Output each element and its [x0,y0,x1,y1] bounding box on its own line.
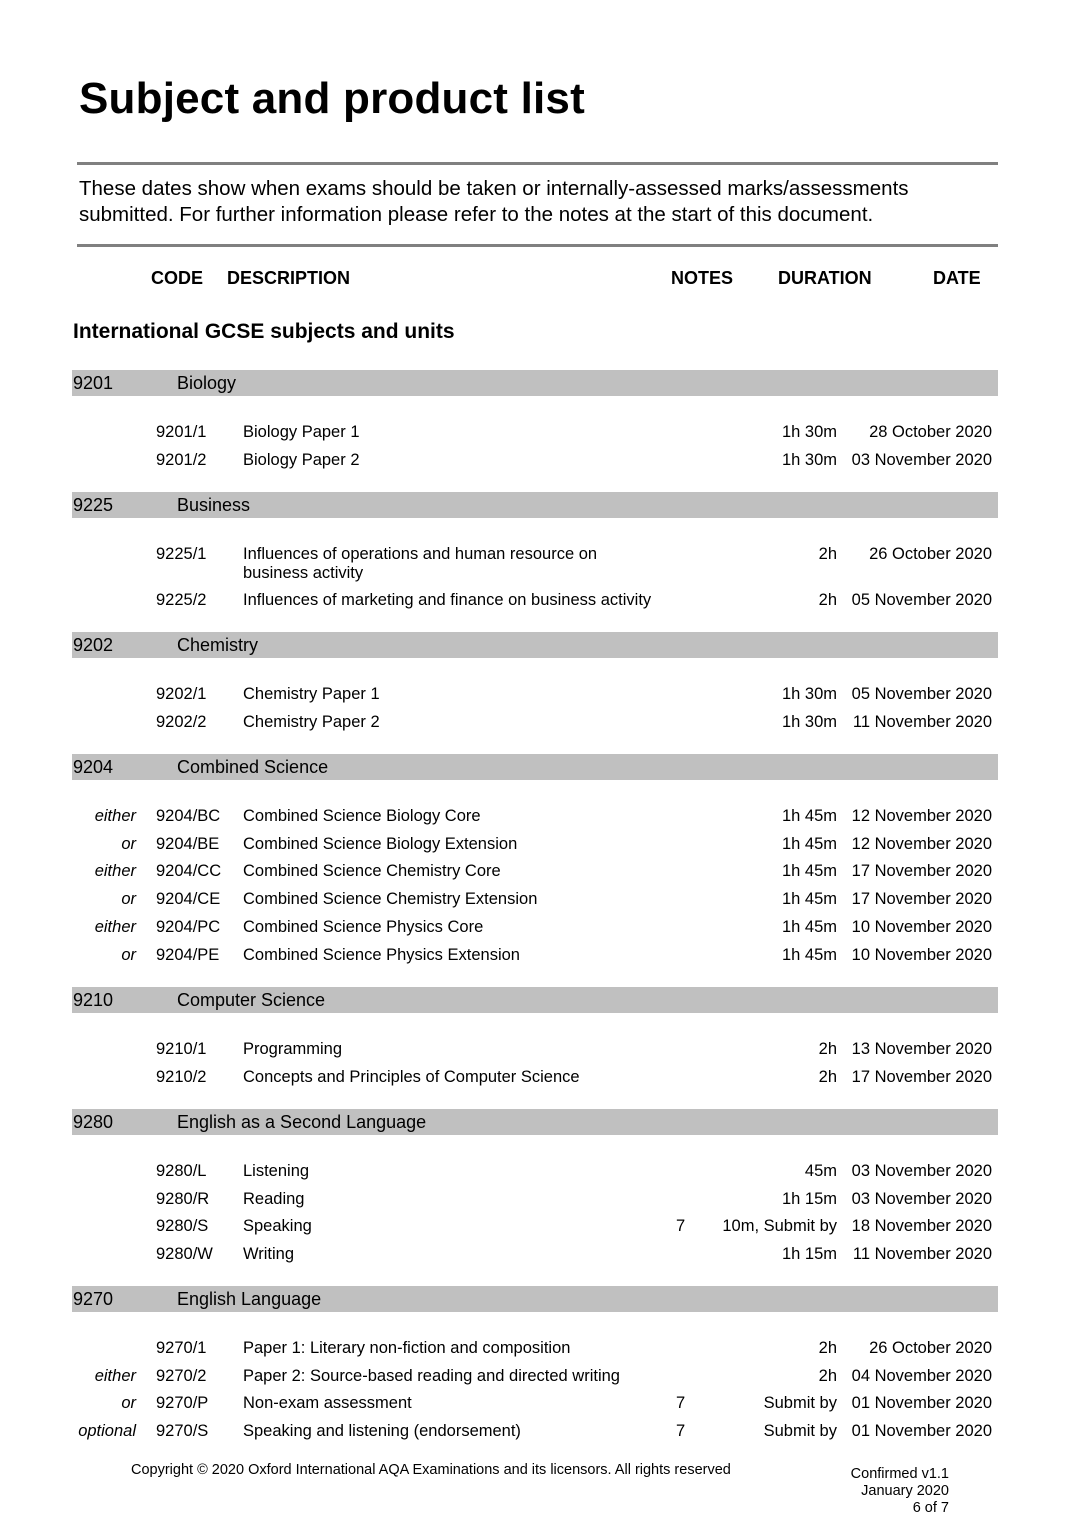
unit-duration: 1h 45m [781,862,837,880]
unit-description: Influences of marketing and finance on business activity [243,591,652,609]
unit-code: 9210/1 [156,1040,207,1058]
unit-date: 01 November 2020 [851,1422,992,1440]
subject-bar [72,754,998,780]
status-version: Confirmed v1.1 [850,1466,949,1482]
unit-description: Combined Science Physics Extension [243,946,520,964]
unit-code: 9280/S [156,1217,209,1235]
unit-duration: 1h 30m [781,451,837,469]
unit-duration: 45m [804,1162,837,1180]
unit-description: Writing [243,1245,295,1263]
unit-date: 10 November 2020 [851,918,992,936]
unit-option: either [94,918,136,936]
subject-name: Business [177,495,251,515]
unit-description: Combined Science Chemistry Extension [243,890,538,908]
unit-code: 9201/1 [156,423,207,441]
unit-date: 17 November 2020 [851,1068,992,1086]
subject-name: Chemistry [177,635,259,655]
unit-date: 11 November 2020 [852,1245,992,1263]
subject-name: English Language [177,1289,322,1309]
unit-duration: 10m, Submit by [722,1217,837,1235]
unit-code: 9204/BC [156,807,221,825]
subject-name: English as a Second Language [177,1112,427,1132]
unit-date: 03 November 2020 [851,1190,992,1208]
unit-option: or [121,946,136,964]
header-notes: NOTES [671,268,734,288]
unit-description: Paper 1: Literary non-fiction and composition [243,1339,571,1357]
intro-text: These dates show when exams should be taken or internally-assessed marks/assessments submitted. For further information please refer to the notes at the start of this document. [79,177,909,226]
subject-bar [72,492,998,518]
unit-code: 9280/W [156,1245,213,1263]
document-status [851,1466,949,1517]
unit-date: 26 October 2020 [869,1339,992,1357]
unit-duration: 1h 45m [781,835,837,853]
subject-name: Biology [177,373,237,393]
header-date: DATE [933,268,981,288]
unit-date: 18 November 2020 [851,1217,992,1235]
subject-bar [72,987,998,1013]
top-rule [77,162,998,165]
unit-duration: 2h [818,545,837,563]
unit-description: Speaking and listening (endorsement) [243,1422,521,1440]
unit-description: Biology Paper 2 [243,451,360,469]
unit-date: 03 November 2020 [851,1162,992,1180]
unit-option: or [121,1394,136,1412]
unit-code: 9204/PE [156,946,220,964]
status-month: January 2020 [861,1483,949,1499]
unit-code: 9204/PC [156,918,221,936]
unit-option: optional [78,1422,136,1440]
unit-code: 9204/BE [156,835,220,853]
unit-option: or [121,835,136,853]
unit-duration: 2h [818,1367,837,1385]
subject-name: Computer Science [177,990,326,1010]
unit-duration: 1h 30m [781,685,837,703]
unit-duration: 1h 45m [781,946,837,964]
subject-code: 9210 [73,990,114,1010]
unit-date: 17 November 2020 [851,862,992,880]
unit-code: 9270/2 [156,1367,207,1385]
intro-rule [77,244,998,247]
unit-code: 9204/CE [156,890,221,908]
unit-date: 28 October 2020 [869,423,992,441]
unit-description: Reading [243,1190,305,1208]
unit-description: Concepts and Principles of Computer Science [243,1068,580,1086]
unit-description: Paper 2: Source-based reading and directed writing [243,1367,620,1385]
unit-duration: Submit by [763,1394,837,1412]
subject-bar [72,1286,998,1312]
subject-code: 9225 [73,495,114,515]
unit-code: 9204/CC [156,862,222,880]
unit-notes: 7 [676,1217,686,1235]
unit-duration: Submit by [763,1422,837,1440]
header-duration: DURATION [778,268,872,288]
unit-description: Biology Paper 1 [243,423,360,441]
unit-description: Chemistry Paper 2 [243,713,380,731]
unit-duration: 1h 15m [781,1190,837,1208]
header-code: CODE [151,268,204,288]
unit-code: 9202/1 [156,685,207,703]
unit-duration: 1h 45m [781,918,837,936]
unit-code: 9201/2 [156,451,207,469]
unit-description: Programming [243,1040,343,1058]
unit-date: 01 November 2020 [851,1394,992,1412]
unit-date: 05 November 2020 [851,591,992,609]
section-title: International GCSE subjects and units [73,320,455,343]
unit-code: 9280/R [156,1190,210,1208]
unit-date: 04 November 2020 [851,1367,992,1385]
unit-date: 12 November 2020 [851,835,992,853]
unit-duration: 1h 45m [781,807,837,825]
unit-description: Non-exam assessment [243,1394,412,1412]
unit-duration: 2h [818,1339,837,1357]
unit-date: 17 November 2020 [851,890,992,908]
subject-bar [72,1109,998,1135]
unit-date: 13 November 2020 [851,1040,992,1058]
unit-duration: 2h [818,1068,837,1086]
unit-duration: 1h 30m [781,423,837,441]
header-description: DESCRIPTION [227,268,351,288]
unit-date: 05 November 2020 [851,685,992,703]
subject-bar [72,632,998,658]
unit-duration: 1h 30m [781,713,837,731]
unit-date: 12 November 2020 [851,807,992,825]
page-number: 6 of 7 [912,1500,949,1516]
unit-notes: 7 [676,1394,686,1412]
unit-duration: 1h 45m [781,890,837,908]
subject-code: 9202 [73,635,114,655]
unit-date: 10 November 2020 [851,946,992,964]
unit-option: either [94,807,136,825]
unit-description: Speaking [243,1217,312,1235]
unit-code: 9270/P [156,1394,209,1412]
subject-code: 9204 [73,757,114,777]
unit-code: 9270/S [156,1422,209,1440]
page-title: Subject and product list [79,74,585,123]
unit-description: Influences of operations and human resource on business activity [243,545,598,582]
subject-bar [72,370,998,396]
unit-notes: 7 [676,1422,686,1440]
unit-date: 26 October 2020 [869,545,992,563]
unit-duration: 2h [818,1040,837,1058]
unit-code: 9202/2 [156,713,207,731]
subject-name: Combined Science [177,757,329,777]
unit-date: 11 November 2020 [852,713,992,731]
unit-code: 9280/L [156,1162,207,1180]
unit-option: or [121,890,136,908]
unit-description: Combined Science Chemistry Core [243,862,501,880]
unit-duration: 1h 15m [781,1245,837,1263]
unit-description: Combined Science Physics Core [243,918,484,936]
subject-code: 9270 [73,1289,114,1309]
unit-code: 9225/2 [156,591,207,609]
copyright-text: Copyright © 2020 Oxford International AQA Examinations and its licensors. All rights reserved [131,1462,731,1478]
unit-date: 03 November 2020 [851,451,992,469]
unit-option: either [94,1367,136,1385]
unit-description: Listening [243,1162,310,1180]
unit-code: 9210/2 [156,1068,207,1086]
unit-description: Combined Science Biology Core [243,807,481,825]
subject-code: 9280 [73,1112,114,1132]
unit-code: 9270/1 [156,1339,207,1357]
unit-code: 9225/1 [156,545,207,563]
unit-option: either [94,862,136,880]
unit-description: Chemistry Paper 1 [243,685,380,703]
unit-duration: 2h [818,591,837,609]
subject-code: 9201 [73,373,114,393]
unit-description: Combined Science Biology Extension [243,835,518,853]
